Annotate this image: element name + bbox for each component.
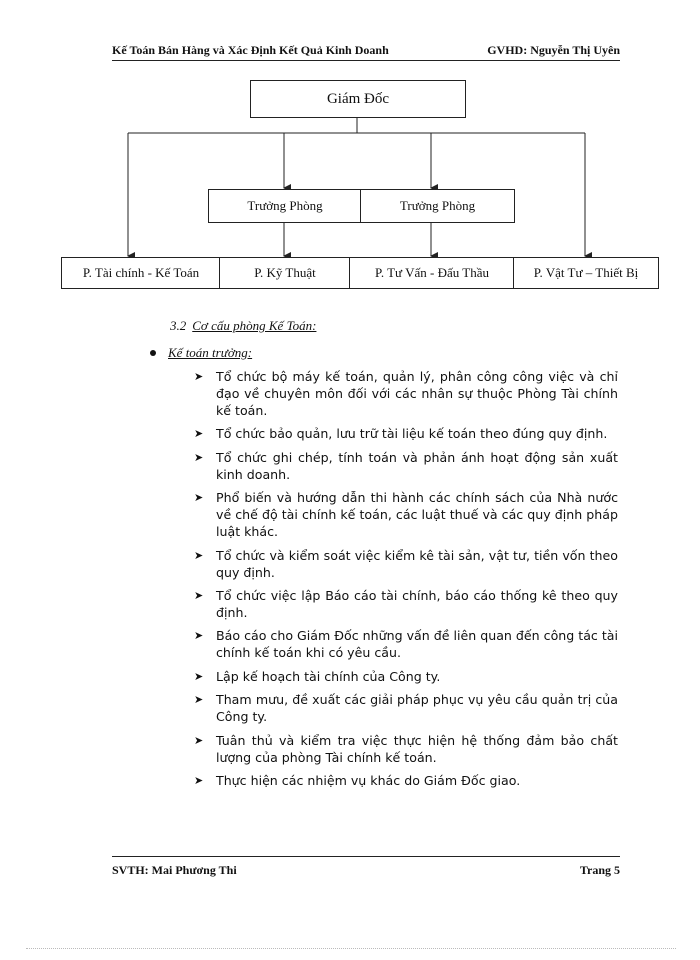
section-number: 3.2 <box>170 318 187 333</box>
arrow-bullet-icon: ➤ <box>194 548 204 562</box>
list-item: ➤ Tổ chức và kiểm soát việc kiểm kê tài sản, vật tư, tiền vốn theo quy định. <box>194 547 618 580</box>
page-footer <box>112 856 620 877</box>
arrow-bullet-icon: ➤ <box>194 450 204 464</box>
subsection-heading <box>150 345 252 361</box>
dept-box-finance: P. Tài chính - Kế Toán <box>61 257 221 289</box>
manager-box-1: Trưởng Phòng <box>208 189 362 223</box>
arrow-bullet-icon: ➤ <box>194 693 204 707</box>
page-edge-divider <box>26 948 676 949</box>
header-supervisor: GVHD: Nguyễn Thị Uyên <box>487 43 620 57</box>
list-item: ➤ Tuân thủ và kiểm tra việc thực hiện hệ thống đảm bảo chất lượng của phòng Tài chính kế toán. <box>194 732 618 765</box>
list-item: ➤ Phổ biến và hướng dẫn thi hành các chính sách của Nhà nước về chế độ tài chính kế toán, các luật thuế và các quy định pháp luật khác. <box>194 490 618 540</box>
list-item: ➤ Tổ chức việc lập Báo cáo tài chính, báo cáo thống kê theo quy định. <box>194 587 618 620</box>
arrow-bullet-icon: ➤ <box>194 427 204 441</box>
list-item: ➤ Tổ chức bảo quản, lưu trữ tài liệu kế toán theo đúng quy định. <box>194 426 608 442</box>
org-chart <box>0 0 700 300</box>
section-heading <box>170 318 316 334</box>
footer-page-number: Trang 5 <box>579 863 620 877</box>
arrow-bullet-icon: ➤ <box>194 491 204 505</box>
arrow-bullet-icon: ➤ <box>194 370 204 383</box>
arrow-bullet-icon: ➤ <box>194 669 204 683</box>
arrow-bullet-icon: ➤ <box>194 773 204 787</box>
subsection-title: Kế toán trưởng: <box>168 345 253 360</box>
bullet-dot-icon <box>150 350 156 356</box>
section-title: Cơ cấu phòng Kế Toán: <box>192 318 317 333</box>
footer-author: SVTH: Mai Phương Thi <box>112 863 237 877</box>
arrow-bullet-icon: ➤ <box>194 588 204 602</box>
list-item: ➤ Tham mưu, đề xuất các giải pháp phục vụ yêu cầu quản trị của Công ty. <box>194 692 618 725</box>
duty-list <box>190 368 618 795</box>
list-item: ➤ Báo cáo cho Giám Đốc những vấn đề liên quan đến công tác tài chính kế toán khi có yêu cầu. <box>194 628 618 661</box>
dept-box-consulting: P. Tư Vấn - Đấu Thầu <box>349 257 515 289</box>
header-title: Kế Toán Bán Hàng và Xác Định Kết Quả Kinh Doanh <box>112 43 389 57</box>
list-item: ➤ Tổ chức bộ máy kế toán, quản lý, phân công công việc và chỉ đạo về chuyên môn đối với các nhân sự thuộc Phòng Tài chính kế toán. <box>194 369 618 418</box>
list-item: ➤ Lập kế hoạch tài chính của Công ty. <box>194 668 441 684</box>
arrow-bullet-icon: ➤ <box>194 629 204 643</box>
list-item: ➤ Tổ chức ghi chép, tính toán và phản ánh hoạt động sản xuất kinh doanh. <box>194 449 618 482</box>
dept-box-supplies: P. Vật Tư – Thiết Bị <box>513 257 659 289</box>
manager-box-2: Trưởng Phòng <box>360 189 515 223</box>
director-box: Giám Đốc <box>250 80 466 118</box>
arrow-bullet-icon: ➤ <box>194 733 204 747</box>
dept-box-technical: P. Kỹ Thuật <box>219 257 351 289</box>
list-item: ➤ Thực hiện các nhiệm vụ khác do Giám Đốc giao. <box>194 772 521 788</box>
org-chart-connectors <box>0 0 700 300</box>
